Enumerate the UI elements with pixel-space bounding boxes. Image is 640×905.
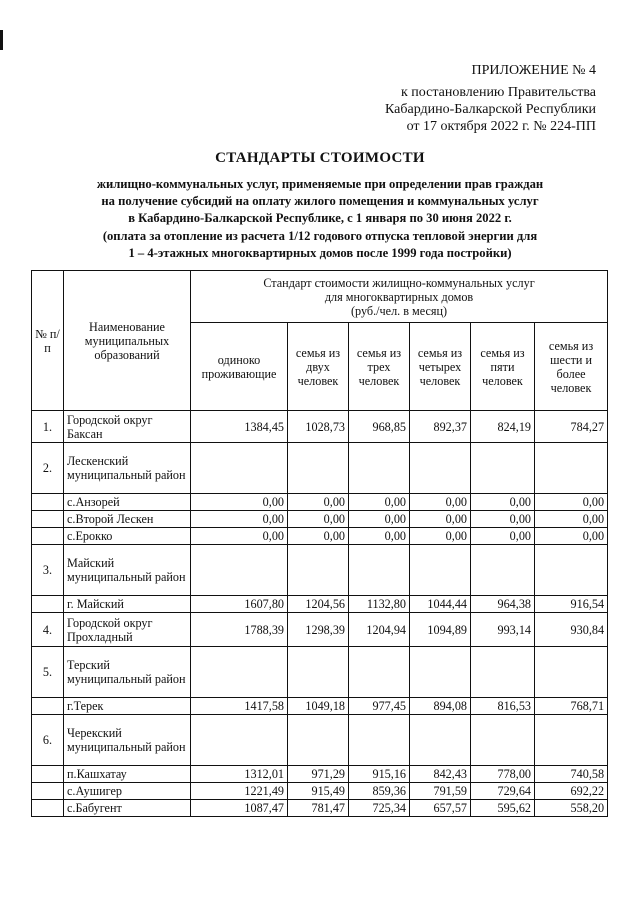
table-header-row: [32, 271, 608, 323]
value-cell: 894,08: [410, 698, 471, 715]
value-cell: 740,58: [535, 766, 608, 783]
value-cell: 0,00: [288, 511, 349, 528]
empty-cell: [191, 545, 288, 596]
appendix-number: ПРИЛОЖЕНИЕ № 4: [471, 63, 596, 78]
value-cell: 964,38: [471, 596, 535, 613]
table-row: [32, 698, 608, 715]
table-row: [32, 596, 608, 613]
value-cell: 1788,39: [191, 613, 288, 647]
value-cell: 0,00: [535, 528, 608, 545]
value-cell: 1132,80: [349, 596, 410, 613]
empty-cell: [471, 647, 535, 698]
value-cell: 558,20: [535, 800, 608, 817]
empty-cell: [32, 698, 64, 715]
empty-cell: [32, 596, 64, 613]
value-cell: 1087,47: [191, 800, 288, 817]
empty-cell: [32, 800, 64, 817]
empty-cell: [32, 528, 64, 545]
value-cell: 824,19: [471, 411, 535, 443]
subtitle-line: жилищно-коммунальных услуг, применяемые при определении прав граждан: [96, 177, 544, 191]
table-row: [32, 613, 608, 647]
empty-cell: [535, 647, 608, 698]
value-cell: 0,00: [288, 528, 349, 545]
empty-cell: [535, 715, 608, 766]
empty-cell: [535, 545, 608, 596]
header-single: одиноко проживающие: [191, 323, 288, 411]
value-cell: 0,00: [471, 528, 535, 545]
value-cell: 784,27: [535, 411, 608, 443]
header-group: Стандарт стоимости жилищно-коммунальных услуг для многоквартирных домов (руб./чел. в месяц): [191, 271, 608, 323]
value-cell: 1384,45: [191, 411, 288, 443]
value-cell: 725,34: [349, 800, 410, 817]
value-cell: 915,49: [288, 783, 349, 800]
row-number: 3.: [32, 545, 64, 596]
row-settlement: п.Кашхатау: [64, 766, 191, 783]
table-row: [32, 766, 608, 783]
table-row: [32, 800, 608, 817]
empty-cell: [410, 443, 471, 494]
table-row: [32, 494, 608, 511]
value-cell: 0,00: [349, 494, 410, 511]
value-cell: 0,00: [471, 511, 535, 528]
row-number: 6.: [32, 715, 64, 766]
value-cell: 915,16: [349, 766, 410, 783]
value-cell: 0,00: [191, 528, 288, 545]
header-family-4: семья из четырех человек: [410, 323, 471, 411]
empty-cell: [410, 545, 471, 596]
empty-cell: [288, 715, 349, 766]
row-number: 2.: [32, 443, 64, 494]
value-cell: 0,00: [288, 494, 349, 511]
table-row: [32, 647, 608, 698]
empty-cell: [471, 443, 535, 494]
subtitle-line: на получение субсидий на оплату жилого помещения и коммунальных услуг: [101, 194, 539, 209]
empty-cell: [191, 647, 288, 698]
value-cell: 1204,56: [288, 596, 349, 613]
value-cell: 0,00: [410, 494, 471, 511]
empty-cell: [349, 647, 410, 698]
value-cell: 0,00: [349, 528, 410, 545]
table-row: [32, 783, 608, 800]
appendix-decree-line-1: к постановлению Правительства: [400, 85, 596, 100]
value-cell: 692,22: [535, 783, 608, 800]
row-settlement: с.Ерокко: [64, 528, 191, 545]
value-cell: 0,00: [471, 494, 535, 511]
empty-cell: [288, 647, 349, 698]
row-settlement: с.Бабугент: [64, 800, 191, 817]
value-cell: 1417,58: [191, 698, 288, 715]
empty-cell: [349, 545, 410, 596]
value-cell: 0,00: [410, 528, 471, 545]
value-cell: 0,00: [349, 511, 410, 528]
row-settlement: г.Терек: [64, 698, 191, 715]
value-cell: 1204,94: [349, 613, 410, 647]
row-settlement: с.Второй Лескен: [64, 511, 191, 528]
row-settlement: г. Майский: [64, 596, 191, 613]
value-cell: 1049,18: [288, 698, 349, 715]
value-cell: 0,00: [535, 494, 608, 511]
row-number: 4.: [32, 613, 64, 647]
empty-cell: [191, 443, 288, 494]
empty-cell: [32, 511, 64, 528]
value-cell: 0,00: [410, 511, 471, 528]
row-municipality: Майский муниципальный район: [64, 545, 191, 596]
value-cell: 816,53: [471, 698, 535, 715]
appendix-decree-line-3: от 17 октября 2022 г. № 224-ПП: [406, 119, 596, 134]
row-municipality: Городской округ Прохладный: [64, 613, 191, 647]
header-municipality: Наименование муниципальных образований: [64, 271, 191, 411]
row-municipality: Черекский муниципальный район: [64, 715, 191, 766]
header-number: № п/п: [32, 271, 64, 411]
row-number: 1.: [32, 411, 64, 443]
standards-table: [31, 270, 608, 817]
value-cell: 971,29: [288, 766, 349, 783]
table-row: [32, 511, 608, 528]
empty-cell: [288, 545, 349, 596]
appendix-decree-line-2: Кабардино-Балкарской Республики: [385, 102, 596, 117]
value-cell: 930,84: [535, 613, 608, 647]
value-cell: 1312,01: [191, 766, 288, 783]
value-cell: 0,00: [191, 494, 288, 511]
row-number: 5.: [32, 647, 64, 698]
empty-cell: [32, 494, 64, 511]
table-row: [32, 715, 608, 766]
value-cell: 1221,49: [191, 783, 288, 800]
value-cell: 768,71: [535, 698, 608, 715]
table-row: [32, 443, 608, 494]
value-cell: 842,43: [410, 766, 471, 783]
value-cell: 1044,44: [410, 596, 471, 613]
empty-cell: [410, 647, 471, 698]
scan-edge-mark: [0, 30, 3, 50]
empty-cell: [349, 443, 410, 494]
subtitle-line: (оплата за отопление из расчета 1/12 годового отпуска тепловой энергии для: [102, 228, 538, 243]
row-settlement: с.Анзорей: [64, 494, 191, 511]
row-municipality: Лескенский муниципальный район: [64, 443, 191, 494]
empty-cell: [471, 715, 535, 766]
value-cell: 0,00: [535, 511, 608, 528]
value-cell: 968,85: [349, 411, 410, 443]
value-cell: 1607,80: [191, 596, 288, 613]
value-cell: 0,00: [191, 511, 288, 528]
value-cell: 791,59: [410, 783, 471, 800]
value-cell: 1298,39: [288, 613, 349, 647]
document-title: СТАНДАРТЫ СТОИМОСТИ: [215, 150, 425, 166]
header-family-2: семья из двух человек: [288, 323, 349, 411]
empty-cell: [535, 443, 608, 494]
value-cell: 729,64: [471, 783, 535, 800]
empty-cell: [32, 766, 64, 783]
value-cell: 1028,73: [288, 411, 349, 443]
row-municipality: Терский муниципальный район: [64, 647, 191, 698]
value-cell: 977,45: [349, 698, 410, 715]
row-settlement: с.Аушигер: [64, 783, 191, 800]
value-cell: 657,57: [410, 800, 471, 817]
empty-cell: [349, 715, 410, 766]
value-cell: 778,00: [471, 766, 535, 783]
empty-cell: [288, 443, 349, 494]
header-family-6plus: семья из шести и более человек: [535, 323, 608, 411]
row-municipality: Городской округ Баксан: [64, 411, 191, 443]
value-cell: 892,37: [410, 411, 471, 443]
empty-cell: [191, 715, 288, 766]
value-cell: 595,62: [471, 800, 535, 817]
value-cell: 916,54: [535, 596, 608, 613]
table-row: [32, 545, 608, 596]
table-row: [32, 528, 608, 545]
header-family-3: семья из трех человек: [349, 323, 410, 411]
value-cell: 1094,89: [410, 613, 471, 647]
value-cell: 781,47: [288, 800, 349, 817]
document-subtitle: [40, 176, 600, 262]
table-row: [32, 411, 608, 443]
header-family-5: семья из пяти человек: [471, 323, 535, 411]
empty-cell: [410, 715, 471, 766]
value-cell: 993,14: [471, 613, 535, 647]
subtitle-line: в Кабардино-Балкарской Республике, с 1 января по 30 июня 2022 г.: [128, 211, 512, 226]
empty-cell: [32, 783, 64, 800]
value-cell: 859,36: [349, 783, 410, 800]
subtitle-line: 1 – 4-этажных многоквартирных домов после 1999 года постройки): [128, 245, 512, 260]
empty-cell: [471, 545, 535, 596]
